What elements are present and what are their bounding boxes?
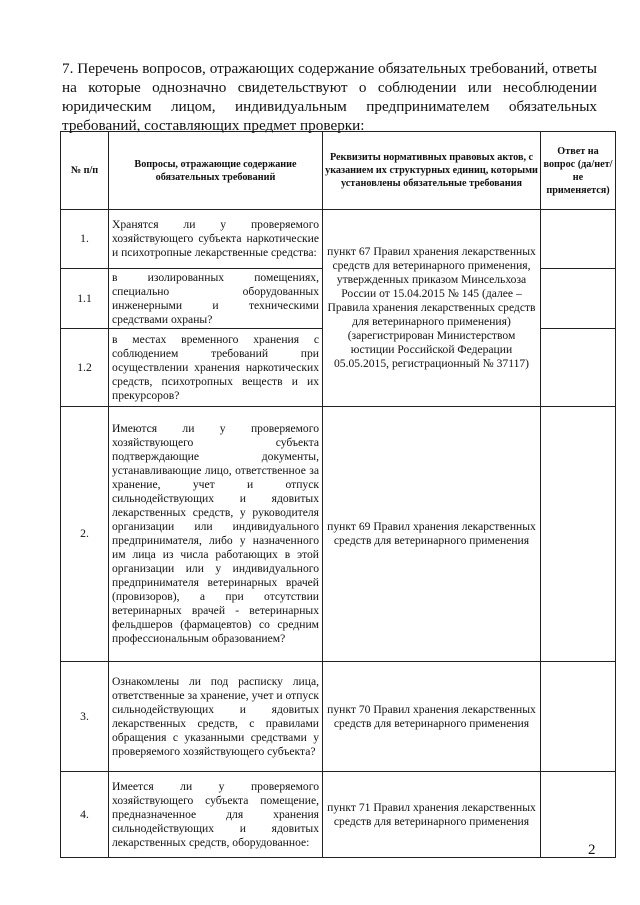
row-number: 4. [61, 772, 109, 858]
row-question: Имеется ли у проверяемого хозяйствующего субъекта помещение, предназначенное для хранения сильнодействующих и ядовитых лекарственных средств, оборудованное: [109, 772, 323, 858]
header-answer: Ответ на вопрос (да/нет/ не применяется) [541, 132, 616, 210]
row-number: 3. [61, 662, 109, 772]
requirements-table [60, 131, 616, 858]
row-number: 1.2 [61, 329, 109, 407]
row-question: в изолированных помещениях, специально оборудованных инженерными и техническими средствами охраны? [109, 269, 323, 329]
header-reference: Реквизиты нормативных правовых актов, с указанием их структурных единиц, которыми установлены обязательные требования [323, 132, 541, 210]
row-answer [541, 407, 616, 662]
header-question: Вопросы, отражающие содержание обязательных требований [109, 132, 323, 210]
row-answer [541, 210, 616, 269]
row-answer [541, 329, 616, 407]
table-row [61, 662, 616, 772]
intro-paragraph: 7. Перечень вопросов, отражающих содержание обязательных требований, ответы на которые однозначно свидетельствуют о соблюдении или несоблюдении юридическим лицом, индивидуальным предпринимателем обязательных требований, составляющих предмет проверки: [62, 60, 597, 135]
header-num: № п/п [61, 132, 109, 210]
row-answer [541, 772, 616, 858]
row-number: 1. [61, 210, 109, 269]
row-number: 2. [61, 407, 109, 662]
row-question: Имеются ли у проверяемого хозяйствующего субъекта подтверждающие документы, устанавливающие лицо, ответственное за хранение, учет и отпуск сильнодействующих и ядовитых лекарственных средств, у руководителя организации или индивидуального предпринимателя, либо у назначенного им лица из числа работающих в этой организации или у индивидуального предпринимателя ветеринарных врачей (провизоров), а при отсутствии ветеринарных врачей - ветеринарных фельдшеров (фармацевтов) со средним профессиональным образованием? [109, 407, 323, 662]
row-answer [541, 662, 616, 772]
row-reference: пункт 67 Правил хранения лекарственных средств для ветеринарного применения, утвержденных приказом Минсельхоза России от 15.04.2015 № 145 (далее – Правила хранения лекарственных средств для ветеринарного применения) (зарегистрирован Министерством юстиции Российской Федерации 05.05.2015, регистрационный № 37117) [323, 210, 541, 407]
table-row [61, 772, 616, 858]
row-answer [541, 269, 616, 329]
row-reference: пункт 71 Правил хранения лекарственных средств для ветеринарного применения [323, 772, 541, 858]
row-reference: пункт 70 Правил хранения лекарственных средств для ветеринарного применения [323, 662, 541, 772]
row-question: в местах временного хранения с соблюдением требований при осуществлении хранения наркотических средств, психотропных веществ и их прекурсоров? [109, 329, 323, 407]
table-header-row [61, 132, 616, 210]
table-row [61, 407, 616, 662]
row-question: Хранятся ли у проверяемого хозяйствующего субъекта наркотические и психотропные лекарственные средства: [109, 210, 323, 269]
row-number: 1.1 [61, 269, 109, 329]
table-row [61, 210, 616, 269]
row-question: Ознакомлены ли под расписку лица, ответственные за хранение, учет и отпуск сильнодействующих и ядовитых лекарственных средств, с правилами обращения с указанными средствами у проверяемого хозяйствующего субъекта? [109, 662, 323, 772]
row-reference: пункт 69 Правил хранения лекарственных средств для ветеринарного применения [323, 407, 541, 662]
page-number: 2 [588, 842, 596, 858]
